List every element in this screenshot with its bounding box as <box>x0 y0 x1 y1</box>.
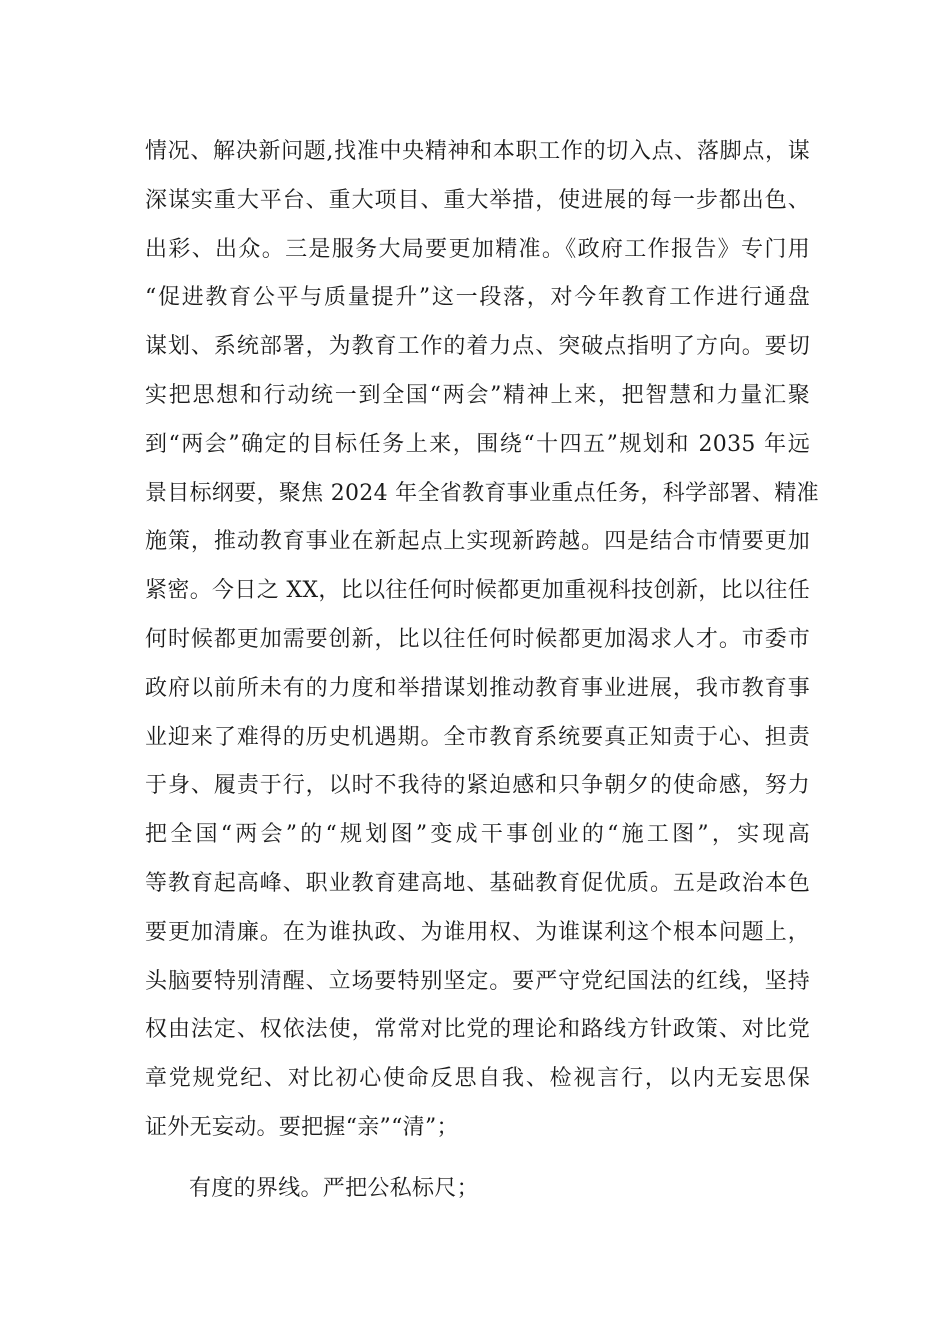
text-line: 实把思想和行动统一到全国“两会”精神上来，把智慧和力量汇聚 <box>145 382 810 408</box>
text-line: 把全国“两会”的“规划图”变成干事创业的“施工图”，实现高 <box>145 822 810 848</box>
text-line: 谋划、系统部署，为教育工作的着力点、突破点指明了方向。要切 <box>145 334 810 360</box>
text-line: 证外无妄动。要把握“亲”“清”； <box>145 1114 459 1140</box>
text-line: 到“两会”确定的目标任务上来，围绕“十四五”规划和 2035 年远 <box>145 431 810 457</box>
text-line: “促进教育公平与质量提升”这一段落，对今年教育工作进行通盘 <box>145 285 810 311</box>
text-line: 有度的界线。严把公私标尺； <box>189 1175 479 1201</box>
text-line: 头脑要特别清醒、立场要特别坚定。要严守党纪国法的红线，坚持 <box>145 968 810 994</box>
text-line: 要更加清廉。在为谁执政、为谁用权、为谁谋利这个根本问题上， <box>145 919 810 945</box>
text-line: 深谋实重大平台、重大项目、重大举措，使进展的每一步都出色、 <box>145 187 810 213</box>
text-line: 权由法定、权依法使，常常对比党的理论和路线方针政策、对比党 <box>145 1017 810 1043</box>
text-line: 业迎来了难得的历史机遇期。全市教育系统要真正知责于心、担责 <box>145 724 810 750</box>
text-line: 于身、履责于行，以时不我待的紧迫感和只争朝夕的使命感，努力 <box>145 773 810 799</box>
text-line: 章党规党纪、对比初心使命反思自我、检视言行，以内无妄思保 <box>145 1066 810 1092</box>
paragraph-gap <box>145 1153 810 1165</box>
text-line: 紧密。今日之 XX，比以往任何时候都更加重视科技创新，比以往任 <box>145 578 810 604</box>
text-line: 政府以前所未有的力度和举措谋划推动教育事业进展，我市教育事 <box>145 675 810 701</box>
text-line: 情况、解决新问题,找准中央精神和本职工作的切入点、落脚点，谋 <box>145 139 810 164</box>
text-line: 何时候都更加需要创新，比以往任何时候都更加渴求人才。市委市 <box>145 626 810 652</box>
document-body <box>145 128 819 1214</box>
text-line: 景目标纲要，聚焦 2024 年全省教育事业重点任务，科学部署、精准 <box>145 480 819 506</box>
text-line: 等教育起高峰、职业教育建高地、基础教育促优质。五是政治本色 <box>145 870 810 896</box>
text-line: 施策，推动教育事业在新起点上实现新跨越。四是结合市情要更加 <box>145 529 810 555</box>
text-line: 出彩、出众。三是服务大局要更加精准。《政府工作报告》专门用 <box>145 236 810 262</box>
